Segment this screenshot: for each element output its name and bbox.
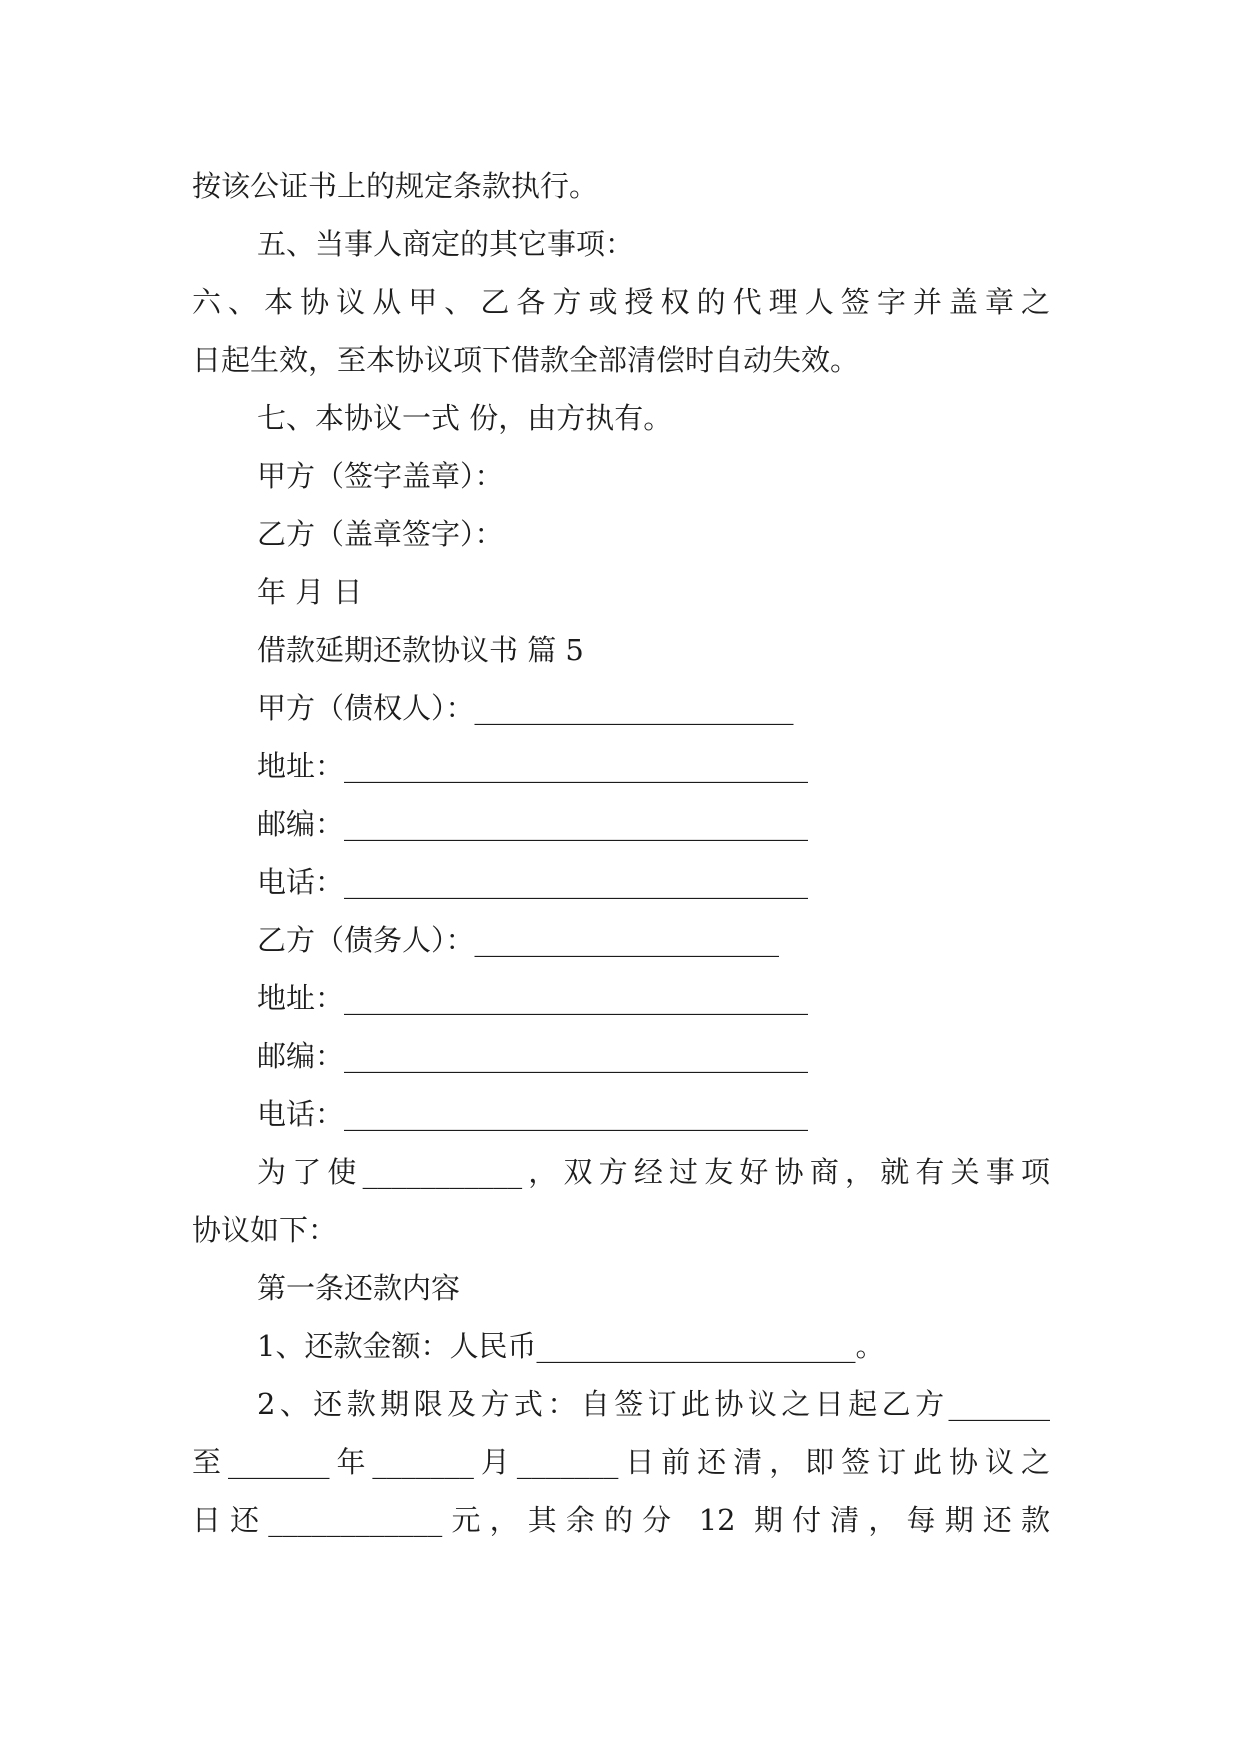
text-line: 按该公证书上的规定条款执行。: [192, 169, 599, 203]
text-line: 至_______年_______月_______日前还清，即签订此协议之: [192, 1445, 1050, 1479]
party-b-field: 乙方（债务人）：_____________________: [257, 923, 780, 957]
repayment-amount: 1、还款金额：人民币______________________。: [257, 1329, 885, 1363]
text-line: 日还____________元，其余的分 12 期付清，每期还款: [192, 1503, 1050, 1537]
postcode-field: 邮编：________________________________: [257, 1039, 809, 1073]
phone-field: 电话：________________________________: [257, 1097, 809, 1131]
clause-five: 五、当事人商定的其它事项：: [257, 227, 635, 261]
section-heading: 借款延期还款协议书 篇 5: [257, 633, 584, 667]
party-a-field: 甲方（债权人）：______________________: [257, 691, 794, 725]
repayment-terms: 2、还款期限及方式：自签订此协议之日起乙方_______: [257, 1387, 1050, 1421]
address-field: 地址：________________________________: [257, 981, 809, 1015]
preamble: 为了使___________，双方经过友好协商，就有关事项: [257, 1155, 1050, 1189]
postcode-field: 邮编：________________________________: [257, 807, 809, 841]
article-heading: 第一条还款内容: [257, 1271, 461, 1305]
text-line: 协议如下：: [192, 1213, 338, 1247]
party-a-signature: 甲方（签字盖章）：: [257, 459, 504, 493]
clause-six: 六、本协议从甲、乙各方或授权的代理人签字并盖章之: [192, 285, 1050, 319]
text-line: 日起生效，至本协议项下借款全部清偿时自动失效。: [192, 343, 860, 377]
phone-field: 电话：________________________________: [257, 865, 809, 899]
address-field: 地址：________________________________: [257, 749, 809, 783]
clause-seven: 七、本协议一式 份，由方执有。: [257, 401, 673, 435]
party-b-signature: 乙方（盖章签字）：: [257, 517, 504, 551]
date-line: 年 月 日: [257, 575, 363, 609]
